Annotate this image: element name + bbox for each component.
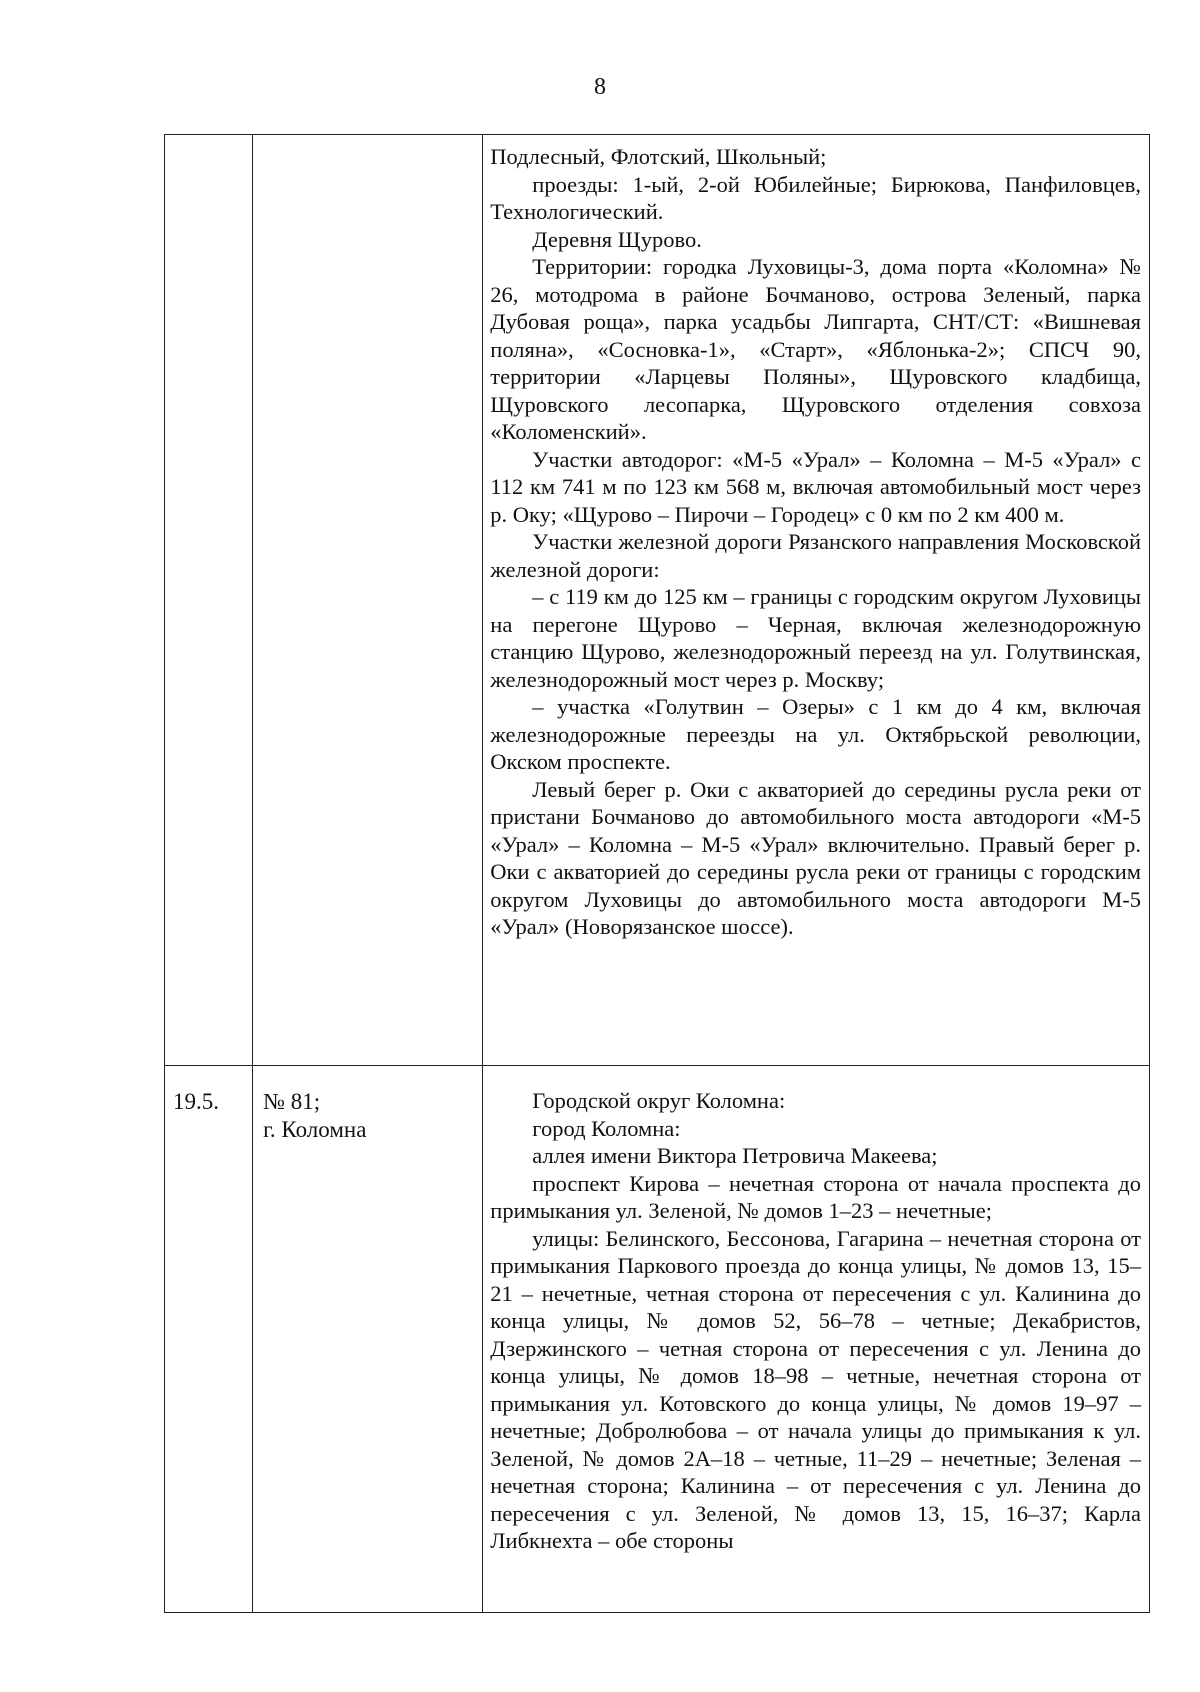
row-number-cell [165,1066,253,1613]
description-paragraph: Территории: городка Луховицы-3, дома порта «Коломна» № 26, мотодрома в районе Бочманово, острова Зеленый, парка Дубовая роща», парка усадьбы Липгарта, СНТ/СТ: «Вишневая поляна», «Сосновка-1», «Старт», «Яблонька-2»; СПСЧ 90, территории «Ларцевы Поляны», Щуровского кладбища, Щуровского лесопарка, Щуровского отделения совхоза «Коломенский». [490,254,1141,444]
district-cell [253,135,483,1066]
district-place: г. Коломна [263,1117,367,1142]
row-number-cell [165,135,253,1066]
description-paragraph: аллея имени Виктора Петровича Макеева; [532,1143,938,1168]
territory-description-cell [483,135,1150,1066]
table-row [165,135,1150,1066]
page-number: 8 [594,74,606,100]
row-number: 19.5. [173,1089,219,1114]
territory-description [490,143,1141,941]
description-paragraph: улицы: Белинского, Бессонова, Гагарина – нечетная сторона от примыкания Паркового проезда до конца улицы, № домов 13, 15–21 – нечетные, четная сторона от пересечения с ул. Калинина до конца улицы, № домов 52, 56–78 – четные; Декабристов, Дзержинского – четная сторона от пересечения с ул. Ленина до конца улицы, № домов 18–98 – четные, нечетная сторона от примыкания ул. Котовского до конца улицы, № домов 19–97 – нечетные; Добролюбова – от начала улицы до примыкания к ул. Зеленой, № домов 2А–18 – четные, 11–29 – нечетные; Зеленая – нечетная сторона; Калинина – от пересечения с ул. Ленина до пересечения с ул. Зеленой, № домов 13, 15, 16–37; Карла Либкнехта – обе стороны [490,1225,1141,1553]
description-paragraph: – с 119 км до 125 км – границы с городским округом Луховицы на перегоне Щурово – Черная, включая железнодорожную станцию Щурово, железнодорожный переезд на ул. Голутвинская, железнодорожный мост через р. Москву; [490,584,1141,692]
document-table [164,134,1150,1613]
table-row [165,1066,1150,1613]
district-number: № 81; [263,1089,321,1114]
description-paragraph: город Коломна: [532,1115,681,1141]
description-paragraph: Участки железной дороги Рязанского направления Московской железной дороги: [490,529,1141,582]
description-paragraph: Городской округ Коломна: [532,1088,786,1113]
description-paragraph: – участка «Голутвин – Озеры» с 1 км до 4 км, включая железнодорожные переезды на ул. Октябрьской революции, Окском проспекте. [490,694,1141,774]
territory-description [490,1087,1141,1555]
description-paragraph: проезды: 1-ый, 2-ой Юбилейные; Бирюкова, Панфиловцев, Технологический. [490,171,1141,224]
description-paragraph: Левый берег р. Оки с акваторией до середины русла реки от пристани Бочманово до автомобильного моста автодороги «М-5 «Урал» – Коломна – М-5 «Урал» включительно. Правый берег р. Оки с акваторией до середины русла реки от границы с городским округом Луховицы до автомобильного моста автодороги М-5 «Урал» (Новорязанское шоссе). [490,776,1141,939]
territory-description-cell [483,1066,1150,1613]
district-cell [253,1066,483,1613]
description-paragraph: проспект Кирова – нечетная сторона от начала проспекта до примыкания ул. Зеленой, № домов 1–23 – нечетные; [490,1170,1141,1223]
description-paragraph: Участки автодорог: «М-5 «Урал» – Коломна – М-5 «Урал» с 112 км 741 м по 123 км 568 м, включая автомобильный мост через р. Оку; «Щурово – Пирочи – Городец» с 0 км по 2 км 400 м. [490,446,1141,527]
description-paragraph: Подлесный, Флотский, Школьный; [490,144,827,169]
description-paragraph: Деревня Щурово. [532,226,702,252]
